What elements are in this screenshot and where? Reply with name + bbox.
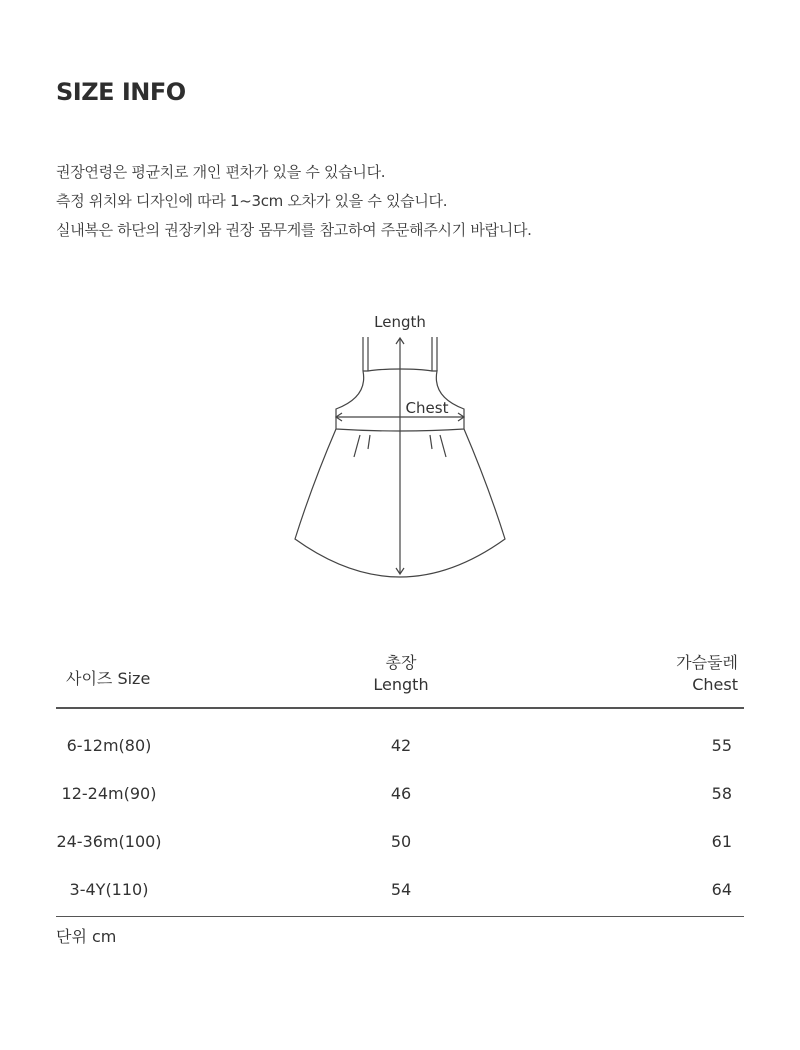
header-length-ko: 총장 bbox=[385, 653, 417, 672]
cell-size: 24-36m(100) bbox=[56, 832, 162, 851]
cell-chest: 55 bbox=[711, 736, 732, 755]
note-line: 측정 위치와 디자인에 따라 1~3cm 오차가 있을 수 있습니다. bbox=[56, 192, 448, 210]
cell-chest: 58 bbox=[711, 784, 732, 803]
chest-label: Chest bbox=[405, 399, 449, 417]
header-length bbox=[341, 652, 461, 696]
header-chest-ko: 가슴둘레 bbox=[676, 653, 738, 672]
note-line: 권장연령은 평균치로 개인 편차가 있을 수 있습니다. bbox=[56, 163, 386, 181]
dress-illustration bbox=[280, 305, 520, 585]
pleat-line bbox=[354, 435, 360, 457]
cell-chest: 61 bbox=[711, 832, 732, 851]
pleat-line bbox=[440, 435, 446, 457]
header-divider bbox=[56, 707, 744, 709]
cell-length: 54 bbox=[390, 880, 412, 899]
header-size: 사이즈 Size bbox=[66, 669, 151, 688]
length-label: Length bbox=[374, 313, 426, 331]
table-row bbox=[56, 818, 744, 866]
pleat-line bbox=[430, 435, 432, 449]
garment-diagram bbox=[280, 305, 520, 585]
unit-note: 단위 cm bbox=[56, 927, 117, 946]
cell-chest: 64 bbox=[711, 880, 732, 899]
table-row bbox=[56, 770, 744, 818]
cell-length: 42 bbox=[390, 736, 412, 755]
bodice-outline bbox=[336, 371, 364, 417]
cell-size: 12-24m(90) bbox=[61, 784, 157, 803]
cell-size: 3-4Y(110) bbox=[69, 880, 149, 899]
size-table-header bbox=[56, 650, 744, 708]
header-chest-en: Chest bbox=[692, 675, 738, 694]
cell-length: 46 bbox=[390, 784, 412, 803]
table-row bbox=[56, 866, 744, 914]
header-chest bbox=[676, 652, 738, 696]
header-length-en: Length bbox=[373, 675, 429, 694]
note-line: 실내복은 하단의 권장키와 권장 몸무게를 참고하여 주문해주시기 바랍니다. bbox=[56, 221, 532, 239]
notes bbox=[56, 158, 532, 245]
cell-length: 50 bbox=[390, 832, 412, 851]
pleat-line bbox=[368, 435, 370, 449]
table-bottom-divider bbox=[56, 916, 744, 917]
table-row bbox=[56, 722, 744, 770]
page-title: SIZE INFO bbox=[56, 78, 186, 106]
cell-size: 6-12m(80) bbox=[66, 736, 152, 755]
